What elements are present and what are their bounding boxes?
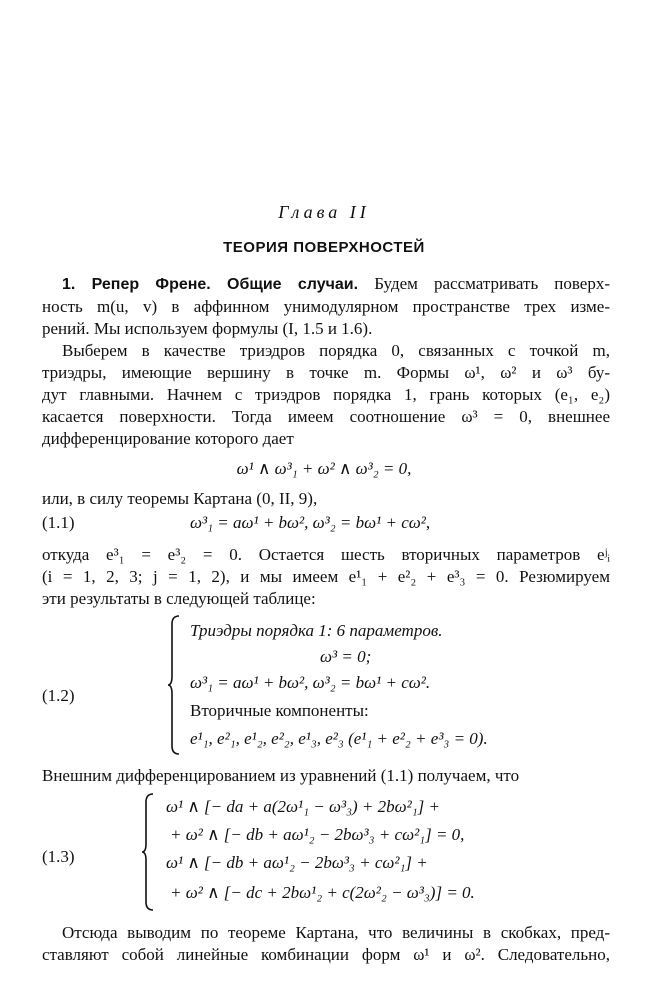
paragraph-line: Внешним дифференцированием из уравнений (1.1) получаем, что	[42, 766, 520, 785]
chapter-label: Глава II	[278, 202, 370, 222]
equation-label: (1.3)	[42, 847, 75, 866]
paragraph-line: рений. Мы используем формулы (I, 1.5 и 1.6).	[42, 319, 373, 338]
table-line: Вторичные компоненты:	[190, 701, 369, 720]
paragraph-line: дифференцирование которого дает	[42, 429, 294, 448]
paragraph-line	[62, 273, 610, 296]
paragraph-line: эти результаты в следующей таблице:	[42, 589, 316, 608]
paragraph-line: Отсюда выводим по теореме Картана, что величины в скобках, пред-	[62, 923, 610, 942]
equation-1-1: ω³₁ = aω¹ + bω², ω³₂ = bω¹ + cω²,	[190, 513, 431, 532]
brace-icon	[168, 614, 182, 756]
table-line: e¹₁, e²₁, e¹₂, e²₂, e¹₃, e²₃ (e¹₁ + e²₂ + e³₃ = 0).	[190, 729, 488, 748]
table-line: ω³ = 0;	[320, 647, 372, 666]
table-line: Триэдры порядка 1: 6 параметров.	[190, 621, 443, 640]
system-line: ω¹ ∧ [− db + aω¹₂ − 2bω³₃ + cω²₁] +	[166, 853, 428, 872]
paragraph-line: (i = 1, 2, 3; j = 1, 2), и мы имеем e¹₁ + e²₂ + e³₃ = 0. Резюмируем	[42, 567, 610, 586]
chapter-title: ТЕОРИЯ ПОВЕРХНОСТЕЙ	[223, 239, 425, 256]
paragraph-line: откуда e³₁ = e³₂ = 0. Остается шесть вторичных параметров eʲᵢ	[42, 545, 610, 564]
paragraph-text: Будем рассматривать поверх-	[374, 274, 611, 293]
paragraph-line: касается поверхности. Тогда имеем соотношение ω³ = 0, внешнее	[42, 407, 610, 426]
paragraph-line: ность m(u, v) в аффинном унимодулярном пространстве трех изме-	[42, 297, 610, 316]
system-line: + ω² ∧ [− db + aω¹₂ − 2bω³₃ + cω²₁] = 0,	[170, 825, 465, 844]
paragraph-line: или, в силу теоремы Картана (0, II, 9),	[42, 489, 318, 508]
system-line: + ω² ∧ [− dc + 2bω¹₂ + c(2ω²₂ − ω³₃)] = 0.	[170, 883, 475, 902]
section-heading: 1. Репер Френе. Общие случаи.	[62, 276, 359, 293]
brace-icon	[142, 792, 156, 912]
system-line: ω¹ ∧ [− da + a(2ω¹₁ − ω³₃) + 2bω²₁] +	[166, 797, 440, 816]
equation-label: (1.1)	[42, 513, 75, 532]
paragraph-line: ставляют собой линейные комбинации форм ω¹ и ω². Следовательно,	[42, 945, 610, 964]
paragraph-line: Выберем в качестве триэдров порядка 0, связанных с точкой m,	[62, 341, 610, 360]
table-line: ω³₁ = aω¹ + bω², ω³₂ = bω¹ + cω².	[190, 673, 431, 692]
equation-label: (1.2)	[42, 686, 75, 705]
paragraph-line: триэдры, имеющие вершину в точке m. Формы ω¹, ω² и ω³ бу-	[42, 363, 610, 382]
equation-exterior: ω¹ ∧ ω³₁ + ω² ∧ ω³₂ = 0,	[236, 459, 412, 478]
paragraph-line: дут главными. Начнем с триэдров порядка 1, грань которых (e₁, e₂)	[42, 385, 610, 404]
